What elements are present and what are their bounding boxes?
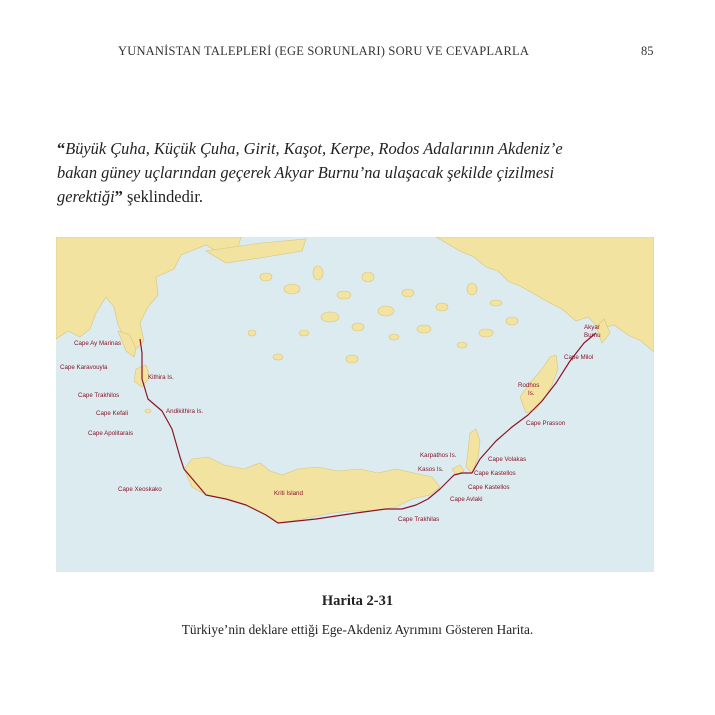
label-cape-prasson: Cape Prasson (526, 420, 566, 427)
label-cape-kefali: Cape Kefali (96, 410, 128, 417)
label-cape-volakas: Cape Volakas (488, 456, 527, 463)
running-header-title: YUNANİSTAN TALEPLERİ (EGE SORUNLARI) SORU VE CEVAPLARLA (118, 44, 530, 58)
close-quote: ” (114, 187, 123, 206)
quoted-paragraph (57, 137, 667, 209)
quote-line-1: Büyük Çuha, Küçük Çuha, Girit, Kaşot, Kerpe, Rodos Adalarının Akdeniz’e (65, 139, 563, 158)
label-cape-trakhilas: Cape Trakhilas (398, 516, 440, 523)
label-cape-karavouyla: Cape Karavouyla (60, 364, 108, 371)
label-kithira: Kithira Is. (148, 374, 174, 381)
aegean-map (56, 237, 654, 572)
label-cape-xeoskako: Cape Xeoskako (118, 486, 162, 493)
label-cape-avlaki: Cape Avlaki (450, 496, 483, 503)
open-quote: “ (57, 139, 66, 158)
page-number: 85 (641, 44, 654, 58)
quote-line-2: bakan güney uçlarından geçerek Akyar Burnu’na ulaşacak şekilde çizilmesi (57, 163, 555, 182)
figure-caption: Türkiye’nin deklare ettiği Ege-Akdeniz Ayrımını Gösteren Harita. (181, 622, 534, 637)
label-burnu: Burnu (584, 332, 601, 339)
label-rodhos: Rodhos (518, 382, 540, 389)
figure-title: Harita 2-31 (321, 593, 394, 609)
label-cape-trakhilos: Cape Trakhilos (78, 392, 120, 399)
quote-line-3: gerektiği (57, 187, 115, 206)
label-andikithira: Andikithira Is. (166, 408, 204, 415)
label-akyar: Akyar (584, 324, 600, 331)
label-cape-ay-marinas: Cape Ay Marinas (74, 340, 122, 347)
label-cape-kastellos-1: Cape Kastellos (474, 470, 516, 477)
label-cape-kastellos-2: Cape Kastellos (468, 484, 510, 491)
label-rodhos-is: Is. (528, 390, 535, 397)
label-kriti-island: Kriti Island (274, 490, 303, 497)
quote-tail: şeklindedir. (122, 187, 203, 206)
label-cape-milol: Cape Milol (564, 354, 594, 361)
label-cape-apolitarais: Cape Apolitarais (88, 430, 134, 437)
label-kasos: Kasos Is. (418, 466, 444, 473)
label-karpathos: Karpathos Is. (420, 452, 457, 459)
